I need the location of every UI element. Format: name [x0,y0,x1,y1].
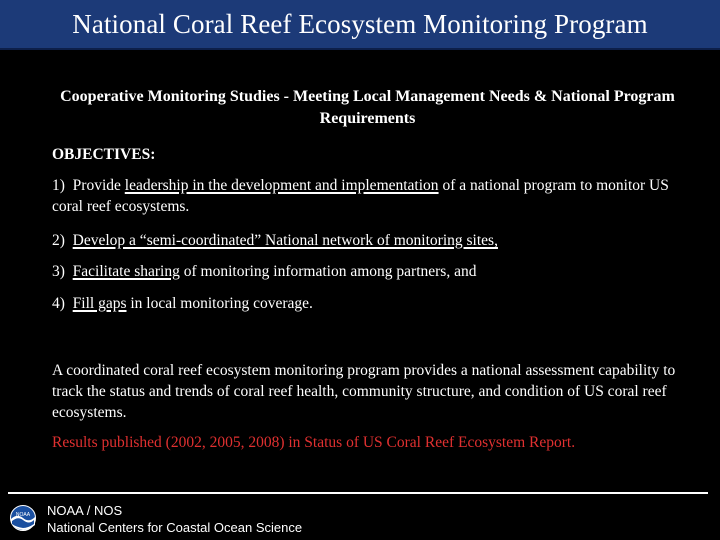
objective-item-3 [52,261,692,282]
objective-text-underlined: Facilitate sharing [72,263,180,280]
objective-text-post: of a national program to monitor US coral reef ecosystems. [52,177,669,215]
objective-number: 1) [52,177,65,194]
footer-credit [47,502,302,536]
title-bar [0,0,720,50]
objective-text-post: of monitoring information among partners, and [179,263,477,280]
objective-item-1 [52,175,692,217]
logo-text: NOAA [15,512,31,518]
footer-line-2: National Centers for Coastal Ocean Science [47,520,303,535]
objective-text-post: in local monitoring coverage. [126,295,313,312]
footer-divider [8,492,708,494]
subtitle: Cooperative Monitoring Studies - Meeting Local Management Needs & National Program Requirements [60,88,675,127]
objective-text-underlined: Fill gaps [72,295,127,312]
objective-text-underlined: Develop a “semi-coordinated” National network of monitoring sites, [72,232,498,249]
objective-number: 2) [52,232,65,249]
page-title: National Coral Reef Ecosystem Monitoring Program [72,8,648,39]
objective-text-pre: Provide [72,177,125,194]
objective-number: 3) [52,263,65,280]
results-note: Results published (2002, 2005, 2008) in Status of US Coral Reef Ecosystem Report. [52,434,576,451]
objective-item-2 [52,230,692,251]
noaa-logo-icon [10,505,36,531]
objectives-heading: OBJECTIVES: [52,146,156,163]
objective-text-underlined: leadership in the development and implementation [124,177,439,194]
footer-line-1: NOAA / NOS [47,503,123,518]
summary-paragraph: A coordinated coral reef ecosystem monitoring program provides a national assessment capability to track the status and trends of coral reef health, community structure, and condition of US coral reef ecosystems. [52,362,676,421]
objective-number: 4) [52,295,65,312]
objective-item-4 [52,293,692,314]
